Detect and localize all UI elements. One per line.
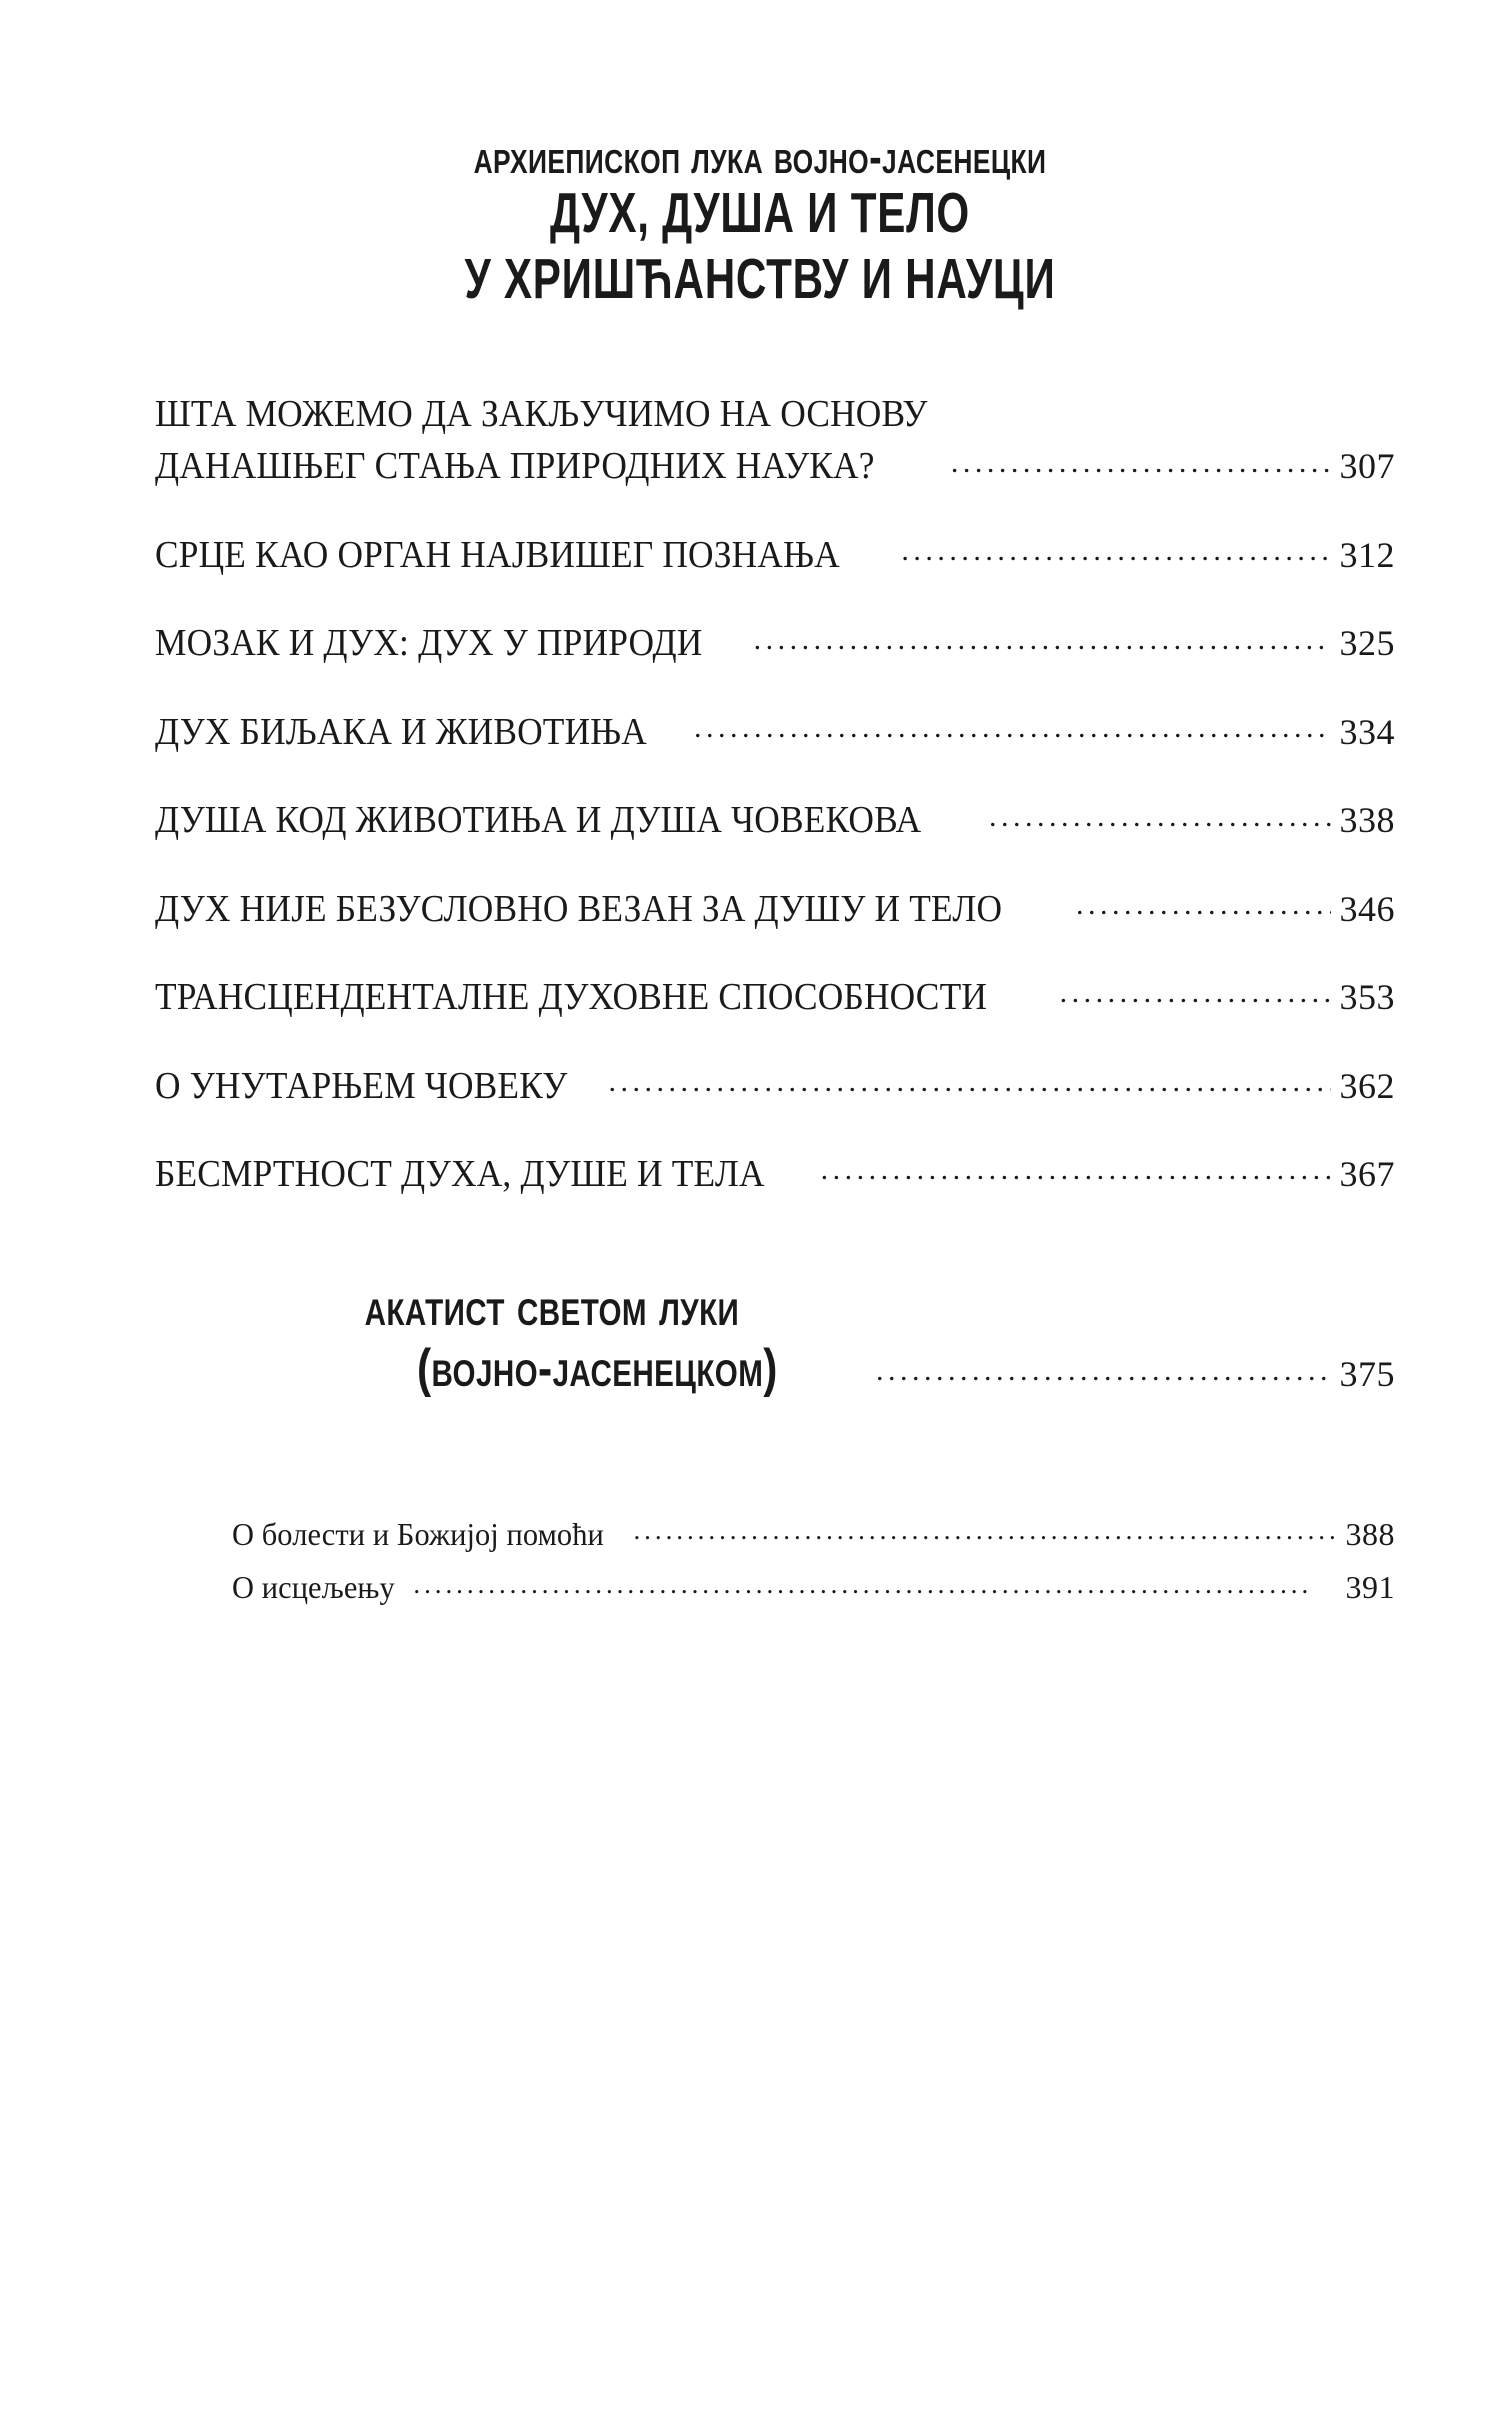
- sub-toc-page-number: 391: [1345, 1569, 1395, 1606]
- toc-entry[interactable]: [155, 617, 1395, 669]
- sub-toc-entry[interactable]: [232, 1565, 1395, 1609]
- toc-entry[interactable]: [155, 1148, 1395, 1200]
- dot-leader: [951, 462, 1331, 478]
- toc-entry-label: ДУША КОД ЖИВОТИЊА И ДУША ЧОВЕКОВА: [155, 799, 922, 842]
- sub-toc-page-number: 388: [1345, 1516, 1395, 1552]
- dot-leader: [1060, 993, 1331, 1009]
- toc-entry-label: ШТА МОЖЕМО ДА ЗАКЉУЧИМО НА ОСНОВУ: [155, 393, 928, 435]
- toc-entry-line-1: [155, 617, 1395, 669]
- toc-entry-line-1: [155, 971, 1395, 1023]
- toc-entry[interactable]: [155, 388, 1395, 493]
- toc-page-number: 338: [1339, 800, 1395, 841]
- dot-leader: [876, 1370, 1331, 1386]
- dot-leader: [609, 1082, 1331, 1098]
- toc-page-number: 367: [1339, 1153, 1395, 1194]
- toc-entry-label-continued: ДАНАШЊЕГ СТАЊА ПРИРОДНИХ НАУКА?: [155, 445, 875, 488]
- sub-toc-entry[interactable]: [232, 1512, 1395, 1556]
- toc-entry-label: ДУХ НИЈЕ БЕЗУСЛОВНО ВЕЗАН ЗА ДУШУ И ТЕЛО: [155, 887, 1003, 930]
- author-name: архиепископ лука војно-јасенецки: [473, 130, 1047, 183]
- toc-page-number: 307: [1339, 446, 1395, 487]
- toc-page-number: 312: [1339, 534, 1395, 575]
- toc-entry-line-1: [155, 1060, 1395, 1112]
- toc-entry-line-1: [155, 794, 1395, 846]
- toc-entry[interactable]: [155, 1060, 1395, 1112]
- dot-leader: [989, 816, 1331, 832]
- toc-entry[interactable]: [155, 529, 1395, 581]
- section-heading-page-number: 375: [1339, 1354, 1395, 1395]
- toc-entry-line-1: [155, 529, 1395, 581]
- toc-entry-line-2: [155, 440, 1395, 492]
- section-heading-line-1: акатист светом луки: [364, 1278, 740, 1337]
- dot-leader: [413, 1582, 1335, 1598]
- toc-entry[interactable]: [155, 706, 1395, 758]
- sub-toc-list: [232, 1512, 1395, 1618]
- toc-entry-label: ДУХ БИЉАКА И ЖИВОТИЊА: [155, 710, 647, 753]
- toc-entry-label: МОЗАК И ДУХ: ДУХ У ПРИРОДИ: [155, 622, 703, 665]
- toc-entry[interactable]: [155, 794, 1395, 846]
- toc-entry-label: БЕСМРТНОСТ ДУХА, ДУШЕ И ТЕЛА: [155, 1152, 765, 1195]
- title-block: [150, 132, 1370, 311]
- toc-entry-line-1: [155, 1148, 1395, 1200]
- dot-leader: [694, 728, 1331, 744]
- toc-entry-line-1: [155, 706, 1395, 758]
- toc-entry[interactable]: [155, 883, 1395, 935]
- section-heading-line-2-row: [155, 1338, 1395, 1400]
- book-title-line-1: ДУХ, ДУША И ТЕЛО: [550, 180, 970, 245]
- toc-page-number: 362: [1339, 1065, 1395, 1106]
- toc-entry-line-1: [155, 883, 1395, 935]
- dot-leader: [754, 639, 1331, 655]
- sub-toc-entry-label: О болести и Божијој помоћи: [232, 1516, 604, 1552]
- dot-leader: [1076, 905, 1331, 921]
- toc-entry-line-1: [155, 388, 1395, 440]
- dot-leader: [821, 1170, 1331, 1186]
- section-heading-akatist[interactable]: [155, 1277, 1395, 1400]
- dot-leader: [901, 551, 1331, 567]
- sub-toc-entry-label: О исцељењу: [232, 1569, 395, 1606]
- toc-entry-label: О УНУТАРЊЕМ ЧОВЕКУ: [155, 1064, 568, 1107]
- book-title-line-2: У ХРИШЋАНСТВУ И НАУЦИ: [464, 246, 1056, 311]
- section-heading-line-2: (војно-јасенецком): [417, 1339, 778, 1399]
- toc-page-number: 346: [1339, 888, 1395, 929]
- toc-page-number: 334: [1339, 711, 1395, 752]
- toc-entry-label: СРЦЕ КАО ОРГАН НАЈВИШЕГ ПОЗНАЊА: [155, 533, 840, 576]
- toc-entry-label: ТРАНСЦЕНДЕНТАЛНЕ ДУХОВНЕ СПОСОБНОСТИ: [155, 976, 988, 1019]
- toc-page-number: 325: [1339, 623, 1395, 664]
- toc-list: [155, 388, 1395, 1236]
- toc-entry[interactable]: [155, 971, 1395, 1023]
- dot-leader: [633, 1529, 1335, 1545]
- toc-page-number: 353: [1339, 977, 1395, 1018]
